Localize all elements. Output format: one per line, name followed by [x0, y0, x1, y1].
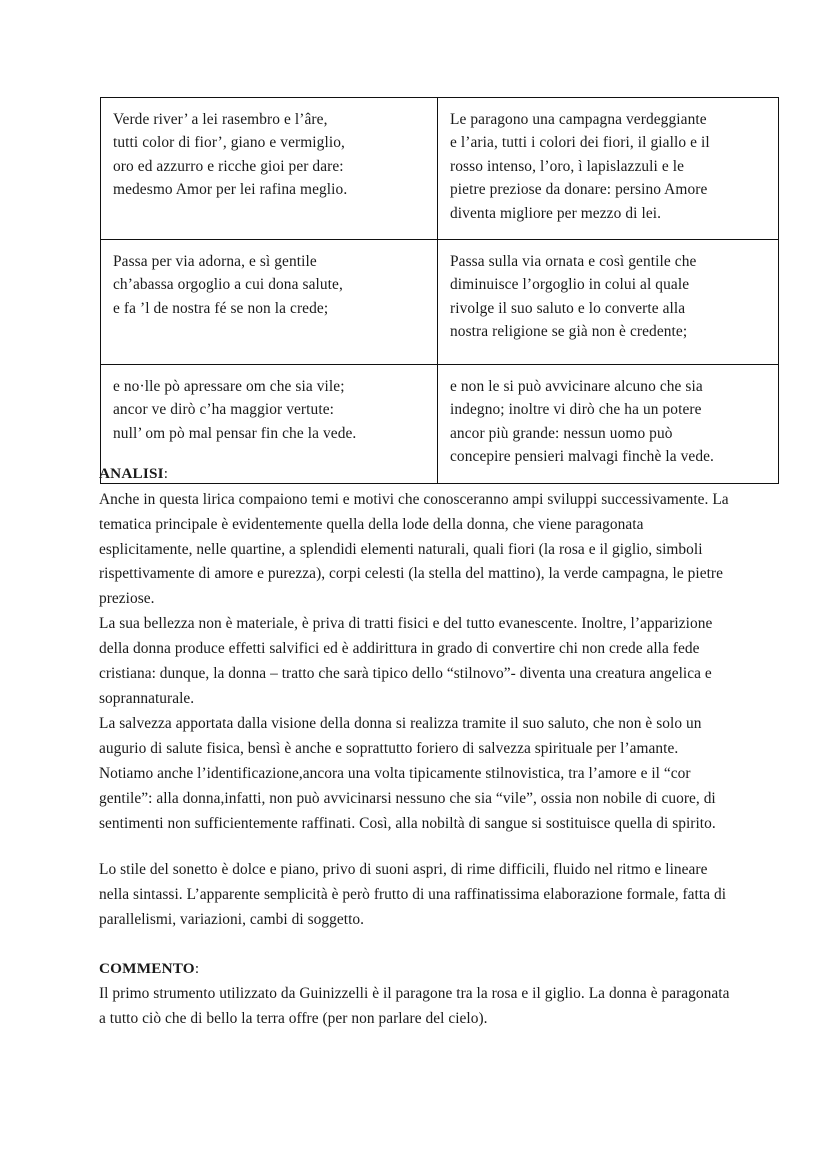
- analisi-paragraph-5: Lo stile del sonetto è dolce e piano, privo di suoni aspri, di rime difficili, fluido nel ritmo e lineare nella sintassi. L’apparente semplicità è però frutto di una raffinatissima elaborazione formale, fatta di parallelismi, variazioni, cambi di soggetto.: [99, 860, 727, 928]
- verse-translation-table: [100, 97, 779, 484]
- verse-line: indegno; inoltre vi dirò che ha un potere: [450, 401, 702, 419]
- commento-paragraph-1: Il primo strumento utilizzato da Guinizzelli è il paragone tra la rosa e il giglio. La donna è paragonata a tutto ciò che di bello la terra offre (per non parlare del cielo).: [99, 985, 730, 1028]
- commento-heading-colon: :: [194, 959, 200, 977]
- table-row: [101, 240, 779, 365]
- verse-cell-original-1: [101, 98, 438, 240]
- verse-line: medesmo Amor per lei rafina meglio.: [113, 181, 348, 199]
- verse-line: Le paragono una campagna verdeggiante: [450, 111, 707, 128]
- verse-line: Passa sulla via ornata e così gentile che: [450, 253, 697, 271]
- verse-line: nostra religione se già non è credente;: [450, 323, 688, 341]
- verse-line: e no·lle pò apressare om che sia vile;: [113, 378, 345, 396]
- analisi-heading-colon: :: [163, 465, 168, 482]
- verse-cell-paraphrase-1: [438, 98, 779, 240]
- analisi-heading-keyword: ANALISI: [99, 465, 164, 482]
- verse-line: e l’aria, tutti i colori dei fiori, il giallo e il: [450, 134, 710, 152]
- verse-line: oro ed azzurro e ricche gioi per dare:: [113, 157, 344, 175]
- section-spacer: [99, 933, 730, 957]
- verse-line: Verde river’ a lei rasembro e l’âre,: [113, 111, 328, 128]
- verse-line: tutti color di fior’, giano e vermiglio,: [113, 134, 345, 152]
- verse-line: e non le si può avvicinare alcuno che sia: [450, 378, 703, 396]
- verse-line: rivolge il suo saluto e lo converte alla: [450, 299, 686, 317]
- verse-line: ancor più grande: nessun uomo può: [450, 424, 673, 442]
- analisi-heading: [99, 462, 730, 487]
- verse-line: diventa migliore per mezzo di lei.: [450, 204, 662, 222]
- verse-line: Passa per via adorna, e sì gentile: [113, 253, 317, 271]
- analysis-body: [99, 462, 730, 1032]
- verse-cell-original-2: [101, 240, 438, 365]
- analisi-paragraph-2: La sua bellezza non è materiale, è priva di tratti fisici e del tutto evanescente. Inoltre, l’apparizione della donna produce effetti salvifici ed è addirittura in grado di convertire chi non crede alla fede cristiana: dunque, la donna – tratto che sarà tipico dello “stilnovo”- diventa una creatura angelica e soprannaturale.: [99, 615, 713, 708]
- verse-line: concepire pensieri malvagi finchè la vede.: [450, 448, 715, 466]
- verse-line: e fa ’l de nostra fé se non la crede;: [113, 299, 329, 317]
- verse-line: rosso intenso, l’oro, ì lapislazzuli e le: [450, 157, 685, 175]
- commento-heading: [99, 957, 730, 982]
- analisi-paragraph-1: Anche in questa lirica compaiono temi e motivi che conosceranno ampi sviluppi successivamente. La tematica principale è evidentemente quella della lode della donna, che viene paragonata esplicitamente, nelle quartine, a splendidi elementi naturali, quali fiori (la rosa e il giglio, simboli rispettivamente di amore e purezza), corpi celesti (la stella del mattino), la verde campagna, le pietre preziose.: [99, 490, 729, 608]
- verse-line: diminuisce l’orgoglio in colui al quale: [450, 276, 690, 294]
- verse-line: ch’abassa orgoglio a cui dona salute,: [113, 276, 343, 294]
- verse-line: ancor ve dirò c’ha maggior vertute:: [113, 401, 335, 419]
- verse-line: null’ om pò mal pensar fin che la vede.: [113, 424, 357, 442]
- commento-heading-keyword: COMMENTO: [99, 959, 195, 977]
- verse-line: pietre preziose da donare: persino Amore: [450, 181, 708, 199]
- analisi-paragraph-4: Notiamo anche l’identificazione,ancora una volta tipicamente stilnovistica, tra l’amore e il “cor gentile”: alla donna,infatti, non può avvicinarsi nessuno che sia “vile”, ossia non nobile di cuore, di sentimenti non sufficientemente raffinati. Così, alla nobiltà di sangue si sostituisce quella di spirito.: [99, 765, 716, 833]
- paragraph-spacer: [99, 837, 730, 858]
- verse-cell-paraphrase-2: [438, 240, 779, 365]
- table-row: [101, 98, 779, 240]
- analisi-paragraph-3: La salvezza apportata dalla visione della donna si realizza tramite il suo saluto, che non è solo un augurio di salute fisica, bensì è anche e soprattutto foriero di salvezza spirituale per l’amante.: [99, 715, 702, 758]
